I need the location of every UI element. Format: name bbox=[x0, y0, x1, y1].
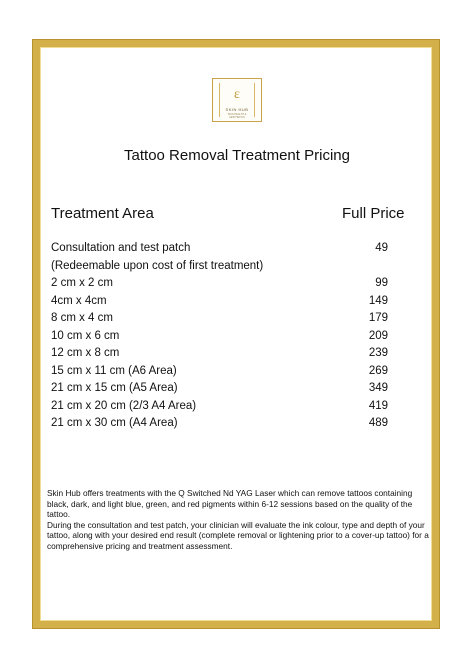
price-list bbox=[51, 240, 388, 433]
treatment-area-label: 21 cm x 30 cm (A4 Area) bbox=[51, 417, 178, 429]
price-row bbox=[51, 240, 388, 258]
treatment-area-label: 4cm x 4cm bbox=[51, 294, 107, 307]
price-row bbox=[51, 415, 388, 433]
treatment-price: 419 bbox=[368, 399, 388, 412]
page-title: Tattoo Removal Treatment Pricing bbox=[124, 147, 350, 164]
price-row bbox=[51, 275, 388, 293]
logo-tagline: SKIN HEALTH & AESTHETICS bbox=[227, 113, 247, 119]
logo-emblem bbox=[219, 83, 255, 117]
price-row bbox=[51, 398, 388, 416]
price-row bbox=[51, 310, 388, 328]
treatment-price: 209 bbox=[368, 329, 388, 342]
treatment-price: 179 bbox=[368, 312, 388, 324]
treatment-area-label: (Redeemable upon cost of first treatment) bbox=[51, 259, 264, 272]
price-row bbox=[51, 328, 388, 346]
notes-paragraph-laser: Skin Hub offers treatments with the Q Switched Nd YAG Laser which can remove tattoos containing black, dark, and light blue, green, and red pigments within 6-12 sessions based on the quality of the tattoo. bbox=[47, 488, 413, 519]
treatment-price: 99 bbox=[375, 277, 388, 289]
column-header-full-price: Full Price bbox=[342, 205, 405, 222]
treatment-notes bbox=[47, 488, 433, 551]
treatment-area-label: 12 cm x 8 cm bbox=[51, 347, 120, 359]
price-row bbox=[51, 258, 388, 276]
treatment-price: 149 bbox=[368, 294, 388, 307]
treatment-price: 349 bbox=[368, 382, 388, 394]
treatment-price: 239 bbox=[368, 347, 388, 359]
treatment-price: 489 bbox=[368, 417, 388, 429]
treatment-area-label: Consultation and test patch bbox=[51, 242, 191, 254]
treatment-area-label: 21 cm x 20 cm (2/3 A4 Area) bbox=[51, 399, 197, 412]
skin-hub-logo bbox=[212, 78, 262, 122]
price-row bbox=[51, 345, 388, 363]
logo-mark: ε bbox=[234, 87, 240, 102]
treatment-area-label: 8 cm x 4 cm bbox=[51, 312, 113, 324]
notes-paragraph-consultation: During the consultation and test patch, your clinician will evaluate the ink colour, type and depth of your tattoo, along with your desired end result (complete removal or lightening prior to a cover-up tattoo) for a comprehensive pricing and treatment assessment. bbox=[47, 519, 429, 551]
treatment-area-label: 21 cm x 15 cm (A5 Area) bbox=[51, 382, 178, 394]
logo-brand-text: SKIN HUB bbox=[225, 107, 249, 112]
treatment-area-label: 2 cm x 2 cm bbox=[51, 277, 113, 289]
price-row bbox=[51, 380, 388, 398]
treatment-price: 49 bbox=[375, 242, 388, 254]
price-row bbox=[51, 363, 388, 381]
column-header-treatment-area: Treatment Area bbox=[51, 205, 154, 222]
price-row bbox=[51, 293, 388, 311]
treatment-area-label: 10 cm x 6 cm bbox=[51, 329, 120, 342]
treatment-area-label: 15 cm x 11 cm (A6 Area) bbox=[51, 364, 177, 377]
treatment-price: 269 bbox=[368, 364, 388, 377]
